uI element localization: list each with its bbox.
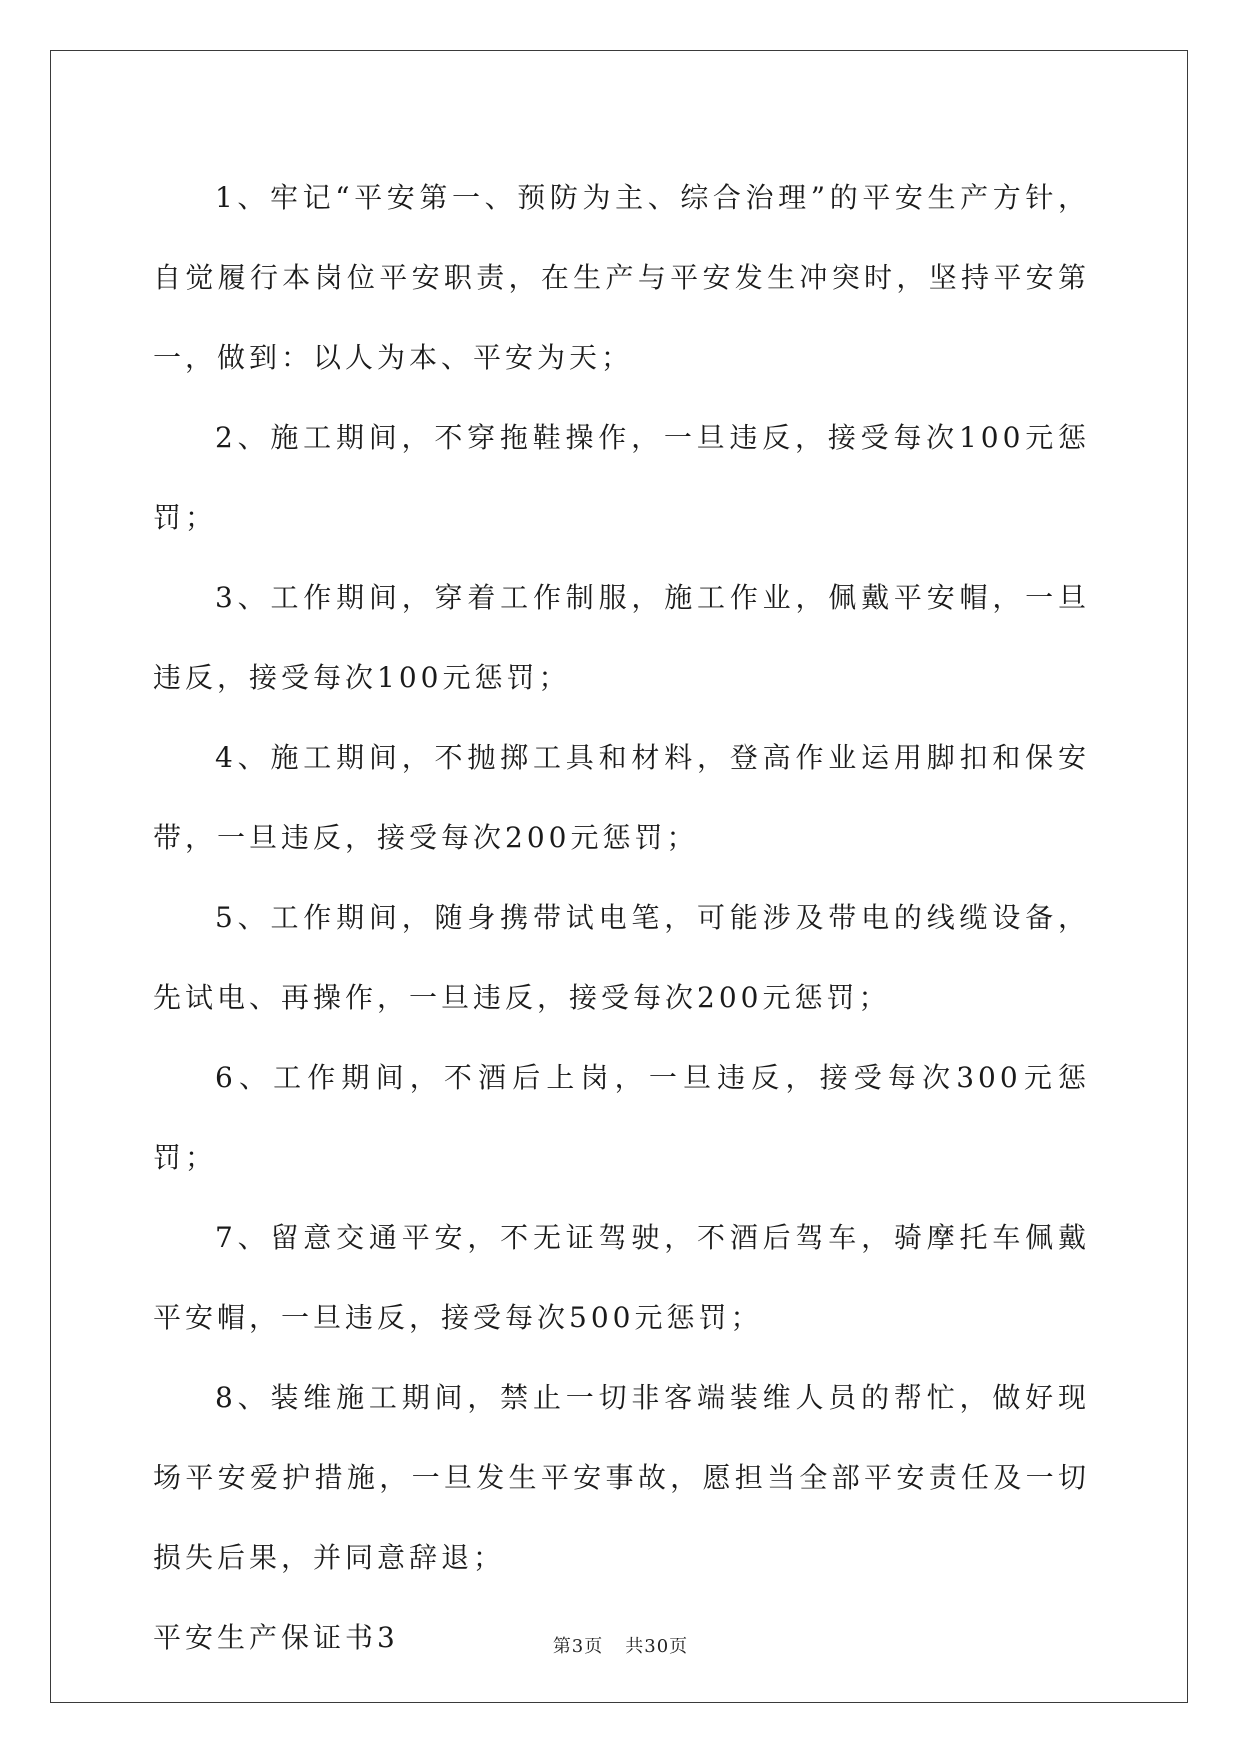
page-footer — [0, 1632, 1241, 1658]
paragraph-4: 4、施工期间，不抛掷工具和材料，登高作业运用脚扣和保安带，一旦违反，接受每次200元惩罚； — [153, 741, 1090, 854]
page-total: 共30页 — [625, 1636, 689, 1657]
paragraph-8: 8、装维施工期间，禁止一切非客端装维人员的帮忙，做好现场平安爱护措施，一旦发生平安事故，愿担当全部平安责任及一切损失后果，并同意辞退； — [153, 1381, 1090, 1574]
paragraph-7: 7、留意交通平安，不无证驾驶，不酒后驾车，骑摩托车佩戴平安帽，一旦违反，接受每次500元惩罚； — [153, 1221, 1090, 1334]
paragraph-2: 2、施工期间，不穿拖鞋操作，一旦违反，接受每次100元惩罚； — [153, 421, 1090, 534]
paragraph-5: 5、工作期间，随身携带试电笔，可能涉及带电的线缆设备，先试电、再操作，一旦违反，接受每次200元惩罚； — [153, 901, 1090, 1014]
document-body — [153, 158, 1090, 1678]
paragraph-6: 6、工作期间，不酒后上岗，一旦违反，接受每次300元惩罚； — [153, 1061, 1090, 1174]
page-number: 第3页 — [552, 1636, 604, 1657]
section-heading: 平安生产保证书3 — [153, 1621, 399, 1654]
paragraph-3: 3、工作期间，穿着工作制服，施工作业，佩戴平安帽，一旦违反，接受每次100元惩罚； — [153, 581, 1090, 694]
paragraph-1: 1、牢记“平安第一、预防为主、综合治理”的平安生产方针，自觉履行本岗位平安职责，在生产与平安发生冲突时，坚持平安第一，做到：以人为本、平安为天； — [153, 181, 1090, 374]
